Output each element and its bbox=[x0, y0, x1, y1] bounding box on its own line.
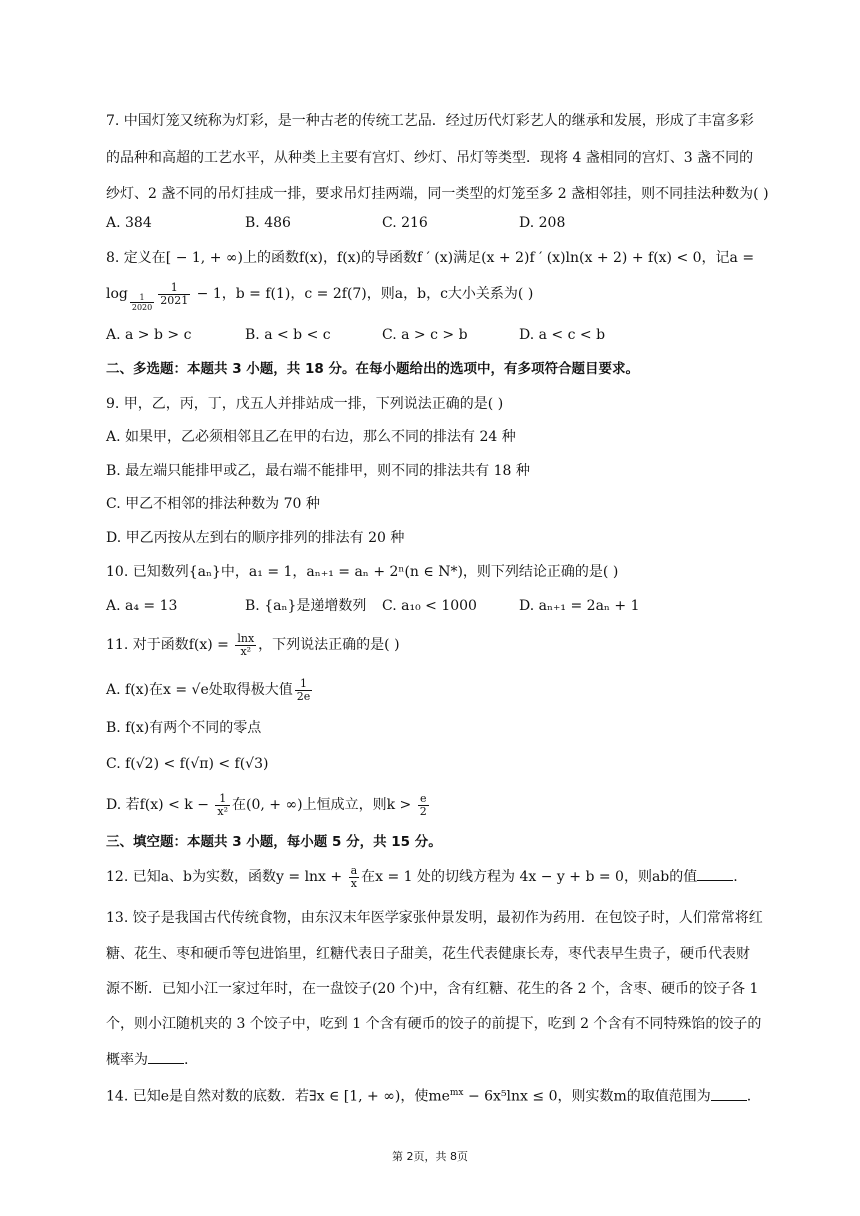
q10-option-d: D. aₙ₊₁ = 2aₙ + 1 bbox=[519, 598, 640, 614]
q9-option-c: C. 甲乙不相邻的排法种数为 70 种 bbox=[106, 496, 320, 512]
q11-option-d-pre: D. 若f(x) < k − bbox=[106, 797, 214, 813]
q13-line3: 源不断．已知小江一家过年时，在一盘饺子(20 个)中，含有红糖、花生的各 2 个，含枣、硬币的饺子各 1 bbox=[106, 981, 759, 997]
q12-answer-blank[interactable] bbox=[697, 866, 733, 881]
q14-exponent: mx bbox=[449, 1088, 464, 1098]
q8-line2 bbox=[106, 279, 794, 312]
q14 bbox=[106, 1083, 794, 1107]
q13-line4: 个，则小江随机夹的 3 个饺子中，吃到 1 个含有硬币的饺子的前提下，吃到 2 个含有不同特殊馅的饺子的 bbox=[106, 1016, 762, 1032]
q11-option-d-fraction1: $\frac{1}{\text{x²}}$ bbox=[217, 791, 228, 818]
q9-option-d: D. 甲乙丙按从左到右的顺序排列的排法有 20 种 bbox=[106, 530, 405, 546]
q11-stem-fraction: $\frac{\ln x}{\text{x²}}$ bbox=[237, 631, 255, 658]
q11-option-d-fraction2: $\frac{e}{2}$ bbox=[419, 791, 427, 818]
q9-option-b: B. 最左端只能排甲或乙，最右端不能排甲，则不同的排法共有 18 种 bbox=[106, 463, 530, 479]
q14-answer-blank[interactable] bbox=[711, 1086, 747, 1101]
q10-option-a: A. a₄ = 13 bbox=[106, 598, 178, 614]
section-2-heading: 二、多选题：本题共 3 小题，共 18 分。在每小题给出的选项中，有多项符合题目要求。 bbox=[106, 361, 639, 377]
q8-option-b: B. a < b < c bbox=[245, 327, 331, 343]
q13-end: . bbox=[184, 1052, 189, 1068]
q8-option-c: C. a > c > b bbox=[382, 327, 468, 343]
q7-line1: 7. 中国灯笼又统称为灯彩，是一种古老的传统工艺品．经过历代灯彩艺人的继承和发展，形成了丰富多彩 bbox=[106, 113, 754, 129]
q10-option-b: B. {aₙ}是递增数列 bbox=[245, 598, 367, 614]
q13-line2: 糖、花生、枣和硬币等包进馅里，红糖代表日子甜美，花生代表健康长寿，枣代表早生贵子，硬币代表财 bbox=[106, 946, 750, 962]
q7-option-b: B. 486 bbox=[245, 215, 291, 231]
q7-option-c: C. 216 bbox=[382, 215, 428, 231]
section-3-heading: 三、填空题：本题共 3 小题，每小题 5 分，共 15 分。 bbox=[106, 834, 442, 850]
q14-post: − 6x⁵lnx ≤ 0，则实数m的取值范围为 bbox=[463, 1088, 711, 1105]
q13-line1: 13. 饺子是我国古代传统食物，由东汉末年医学家张仲景发明，最初作为药用．在包饺子时，人们常常将红 bbox=[106, 910, 763, 926]
q12-fraction: $\frac{a}{x}$ bbox=[350, 863, 358, 890]
q7-option-d: D. 208 bbox=[519, 215, 566, 231]
q11-stem-pre: 11. 对于函数f(x) = bbox=[106, 637, 234, 653]
q14-pre: 14. 已知e是自然对数的底数．若∃x ∈ [1, + ∞)，使me bbox=[106, 1088, 450, 1105]
q8-option-a: A. a > b > c bbox=[106, 327, 192, 343]
q11-option-a-text: A. f(x)在x = √e处取得极大值 bbox=[106, 682, 293, 698]
q11-stem bbox=[106, 630, 794, 660]
q8-fraction: $\frac{1}{2021}$ bbox=[160, 280, 189, 307]
q8-line1: 8. 定义在[ − 1, + ∞)上的函数f(x)，f(x)的导函数f ′ (x)满足(x + 2)f ′ (x)ln(x + 2) + f(x) < 0，记a = bbox=[106, 250, 755, 266]
q13-line5-text: 概率为 bbox=[106, 1052, 148, 1068]
q12-end: . bbox=[733, 869, 738, 885]
q11-option-d bbox=[106, 790, 794, 820]
q11-option-a-fraction: $\frac{1}{2e}$ bbox=[296, 676, 311, 703]
q11-option-c: C. f(√2) < f(√π) < f(√3) bbox=[106, 756, 269, 772]
q10-option-c: C. a₁₀ < 1000 bbox=[382, 598, 477, 614]
q10-stem: 10. 已知数列{aₙ}中，a₁ = 1，aₙ₊₁ = aₙ + 2ⁿ(n ∈ N*)，则下列结论正确的是( ) bbox=[106, 564, 619, 580]
q8-log-prefix: log bbox=[106, 286, 128, 302]
q11-option-a bbox=[106, 675, 794, 705]
q12-pre: 12. 已知a、b为实数，函数y = lnx + bbox=[106, 869, 347, 885]
q14-end: . bbox=[746, 1088, 752, 1105]
q13-answer-blank[interactable] bbox=[148, 1049, 184, 1064]
page-footer: 第 2页，共 8页 bbox=[392, 1150, 468, 1163]
q11-stem-post: ，下列说法正确的是( ) bbox=[258, 637, 400, 653]
q8-line2-rest: − 1，b = f(1)，c = 2f(7)，则a，b，c大小关系为( ) bbox=[192, 286, 534, 302]
q7-line2: 的品种和高超的工艺水平，从种类上主要有宫灯、纱灯、吊灯等类型．现将 4 盏相同的宫灯、3 盏不同的 bbox=[106, 150, 754, 166]
q12 bbox=[106, 862, 794, 892]
q8-option-d: D. a < c < b bbox=[519, 327, 606, 343]
q9-option-a: A. 如果甲，乙必须相邻且乙在甲的右边，那么不同的排法有 24 种 bbox=[106, 429, 516, 445]
q9-stem: 9. 甲，乙，丙，丁，戊五人并排站成一排，下列说法正确的是( ) bbox=[106, 396, 504, 412]
q13-line5 bbox=[106, 1049, 794, 1070]
q12-post: 在x = 1 处的切线方程为 4x − y + b = 0，则ab的值 bbox=[361, 869, 698, 885]
q7-line3: 纱灯、2 盏不同的吊灯挂成一排，要求吊灯挂两端，同一类型的灯笼至多 2 盏相邻挂，则不同挂法种数为( ) bbox=[106, 186, 769, 202]
q11-option-b: B. f(x)有两个不同的零点 bbox=[106, 720, 262, 736]
q7-option-a: A. 384 bbox=[106, 215, 152, 231]
q11-option-d-mid: 在(0, + ∞)上恒成立，则k > bbox=[232, 797, 416, 813]
q8-log-base: $\frac{1}{2020}$ bbox=[131, 293, 153, 312]
